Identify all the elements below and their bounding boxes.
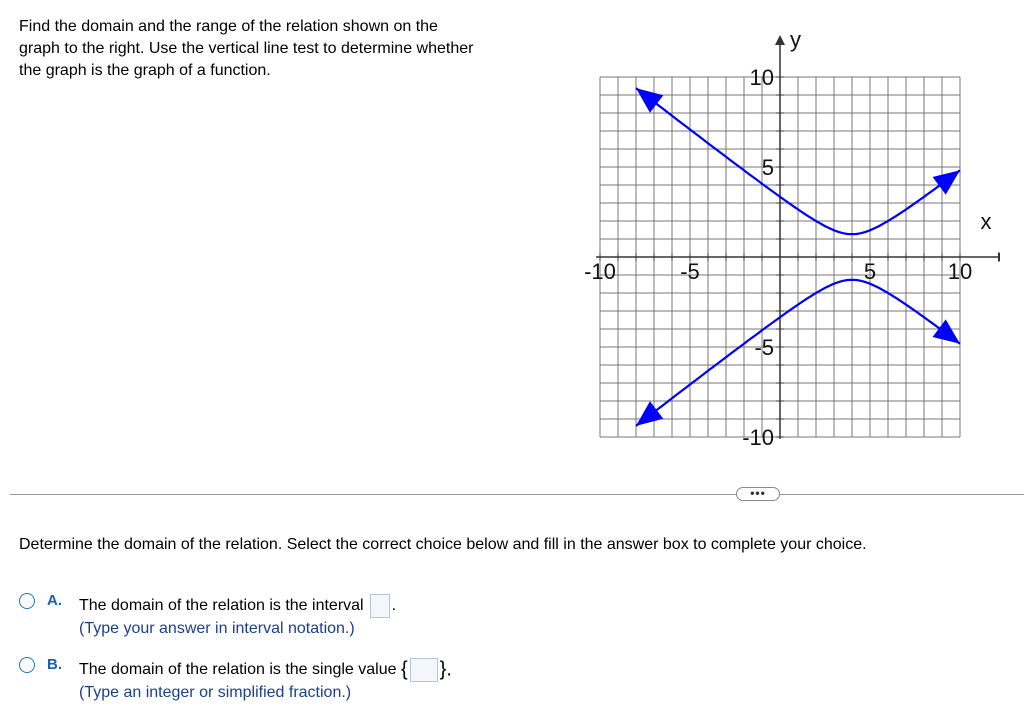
section-divider bbox=[10, 494, 1024, 495]
y-tick-label: 10 bbox=[749, 65, 774, 90]
question-line-2: graph to the right. Use the vertical line test to determine whether bbox=[19, 40, 474, 57]
prompt-text: Determine the domain of the relation. Select the correct choice below and fill in the answer box to complete your choice. bbox=[19, 536, 867, 553]
choice-b-radio[interactable] bbox=[19, 657, 35, 673]
choice-b-text bbox=[79, 658, 452, 682]
arrow-head-upper-left bbox=[636, 88, 663, 113]
graph-labels bbox=[584, 27, 991, 445]
y-tick-label: -10 bbox=[742, 425, 774, 445]
choice-a-letter: A. bbox=[47, 592, 62, 609]
question-text bbox=[19, 16, 539, 82]
arrow-head-upper-right bbox=[933, 170, 960, 194]
choice-a-statement: The domain of the relation is the interval bbox=[79, 597, 364, 615]
choice-b-close-brace: }. bbox=[439, 658, 452, 681]
choice-a-period: . bbox=[391, 597, 397, 615]
choice-b-hint: (Type an integer or simplified fraction.) bbox=[79, 684, 352, 701]
x-tick-label: 5 bbox=[863, 259, 877, 284]
y-tick-label: 5 bbox=[761, 155, 774, 180]
more-options-button[interactable]: ••• bbox=[736, 487, 780, 501]
choice-b-answer-box[interactable] bbox=[410, 658, 438, 682]
arrow-head-lower-right bbox=[933, 319, 960, 343]
choice-a-hint: (Type your answer in interval notation.) bbox=[79, 620, 355, 637]
y-axis-label: y bbox=[790, 27, 801, 52]
relation-graph bbox=[560, 25, 1000, 445]
x-tick-label: -5 bbox=[680, 259, 700, 284]
choice-a-text bbox=[79, 594, 396, 618]
x-axis-label: x bbox=[980, 209, 992, 234]
x-tick-label: -10 bbox=[584, 259, 616, 284]
choice-a-answer-box[interactable] bbox=[370, 594, 390, 618]
choice-b-statement: The domain of the relation is the single value bbox=[79, 661, 397, 679]
question-line-3: the graph is the graph of a function. bbox=[19, 62, 271, 79]
choice-a-radio[interactable] bbox=[19, 593, 35, 609]
x-tick-label: 10 bbox=[947, 259, 973, 284]
question-line-1: Find the domain and the range of the relation shown on the bbox=[19, 18, 438, 35]
choice-b-open-brace: { bbox=[400, 658, 408, 681]
choice-b-letter: B. bbox=[47, 656, 62, 673]
y-tick-label: -5 bbox=[754, 335, 774, 360]
arrow-head-lower-left bbox=[636, 401, 663, 426]
